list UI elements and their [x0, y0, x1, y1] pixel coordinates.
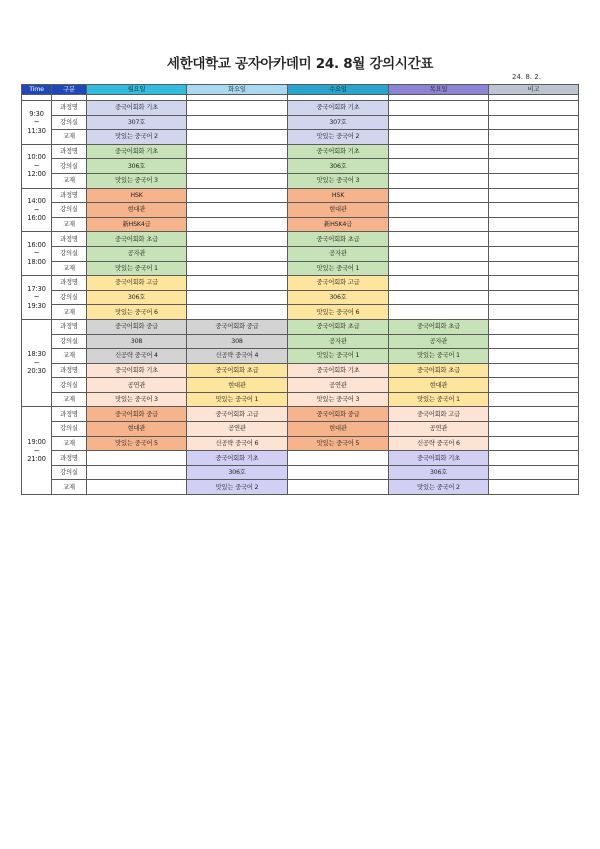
row-label-room: 강의실 [52, 203, 87, 218]
tue-course: 중국어회화 고급 [187, 407, 288, 422]
mon-course: 중국어회화 초급 [87, 232, 187, 247]
mon-book: 맛있는 중국어 5 [87, 436, 187, 451]
empty-cell [187, 232, 288, 247]
empty-cell [288, 480, 389, 495]
row-label-course: 과정명 [52, 144, 87, 159]
row-label-course: 과정명 [52, 319, 87, 334]
wed-course: 중국어회화 초급 [288, 319, 389, 334]
thu-book: 맛있는 중국어 1 [389, 349, 489, 364]
note-cell [489, 422, 579, 437]
table-row [22, 480, 579, 495]
wed-book: 맛있는 중국어 5 [288, 436, 389, 451]
empty-cell [389, 144, 489, 159]
row-label-course: 과정명 [52, 101, 87, 116]
empty-cell [187, 276, 288, 291]
wed-room: 공자관 [288, 334, 389, 349]
empty-cell [87, 480, 187, 495]
note-cell [489, 465, 579, 480]
time-slot-cell: 18:30 ~ 20:30 [22, 319, 52, 407]
empty-cell [389, 276, 489, 291]
header-monday: 월요일 [87, 85, 187, 95]
wed-room: 현대관 [288, 203, 389, 218]
wed-course: HSK [288, 188, 389, 203]
table-row [22, 217, 579, 232]
note-cell [489, 130, 579, 145]
table-row [22, 246, 579, 261]
header-category: 구분 [52, 85, 87, 95]
note-cell [489, 246, 579, 261]
note-cell [489, 188, 579, 203]
empty-cell [187, 305, 288, 320]
mon-course: 중국어회화 고급 [87, 276, 187, 291]
note-cell [489, 217, 579, 232]
empty-cell [389, 173, 489, 188]
empty-cell [187, 203, 288, 218]
mon-course: 중국어회화 기초 [87, 363, 187, 378]
row-label-book: 교재 [52, 349, 87, 364]
empty-cell [288, 451, 389, 466]
tue-room: 308 [187, 334, 288, 349]
table-row [22, 392, 579, 407]
wed-course: 중국어회화 초급 [288, 232, 389, 247]
row-label-room: 강의실 [52, 115, 87, 130]
table-row [22, 422, 579, 437]
empty-cell [187, 130, 288, 145]
note-cell [489, 232, 579, 247]
note-cell [489, 436, 579, 451]
mon-book: 맛있는 중국어 2 [87, 130, 187, 145]
mon-book: 新HSK4급 [87, 217, 187, 232]
mon-room: 현대관 [87, 422, 187, 437]
note-cell [489, 290, 579, 305]
wed-course: 중국어회화 고급 [288, 276, 389, 291]
mon-room: 307호 [87, 115, 187, 130]
thu-room: 306호 [389, 465, 489, 480]
page-title: 세한대학교 공자아카데미 24. 8월 강의시간표 [166, 56, 434, 72]
wed-book: 新HSK4급 [288, 217, 389, 232]
note-cell [489, 276, 579, 291]
wed-room: 306호 [288, 290, 389, 305]
mon-book: 맛있는 중국어 3 [87, 392, 187, 407]
thu-course: 중국어회화 초급 [389, 319, 489, 334]
row-label-room: 강의실 [52, 334, 87, 349]
mon-course: 중국어회화 기초 [87, 144, 187, 159]
note-cell [489, 407, 579, 422]
header-row [22, 85, 579, 95]
empty-cell [187, 159, 288, 174]
wed-book: 맛있는 중국어 1 [288, 261, 389, 276]
note-cell [489, 480, 579, 495]
tue-course: 중국어회화 초급 [187, 363, 288, 378]
header-tuesday: 화요일 [187, 85, 288, 95]
row-label-book: 교재 [52, 173, 87, 188]
table-row [22, 407, 579, 422]
row-label-course: 과정명 [52, 188, 87, 203]
tue-book: 맛있는 중국어 1 [187, 392, 288, 407]
empty-cell [389, 261, 489, 276]
wed-course: 중국어회화 중급 [288, 407, 389, 422]
row-label-course: 과정명 [52, 276, 87, 291]
wed-room: 현대관 [288, 422, 389, 437]
empty-cell [389, 217, 489, 232]
wed-book: 맛있는 중국어 3 [288, 392, 389, 407]
thu-room: 공연관 [389, 422, 489, 437]
empty-cell [389, 305, 489, 320]
thu-course: 중국어회화 기초 [389, 451, 489, 466]
note-cell [489, 392, 579, 407]
row-label-course: 과정명 [52, 363, 87, 378]
thu-book: 신공략 중국어 6 [389, 436, 489, 451]
row-label-course: 과정명 [52, 407, 87, 422]
wed-course: 중국어회화 기초 [288, 144, 389, 159]
mon-room: 306호 [87, 159, 187, 174]
wed-course: 중국어회화 기초 [288, 363, 389, 378]
table-row [22, 203, 579, 218]
thu-course: 중국어회화 고급 [389, 407, 489, 422]
time-slot-cell: 17:30 ~ 19:30 [22, 276, 52, 320]
row-label-book: 교재 [52, 480, 87, 495]
tue-book: 맛있는 중국어 2 [187, 480, 288, 495]
tue-room: 현대관 [187, 378, 288, 393]
table-row [22, 465, 579, 480]
tue-course: 중국어회화 기초 [187, 451, 288, 466]
row-label-book: 교재 [52, 305, 87, 320]
mon-room: 공자관 [87, 246, 187, 261]
table-row [22, 363, 579, 378]
row-label-book: 교재 [52, 217, 87, 232]
note-cell [489, 144, 579, 159]
table-row [22, 305, 579, 320]
table-row [22, 130, 579, 145]
note-cell [489, 115, 579, 130]
tue-room: 306호 [187, 465, 288, 480]
empty-cell [187, 217, 288, 232]
empty-cell [187, 144, 288, 159]
wed-room: 307호 [288, 115, 389, 130]
table-row [22, 290, 579, 305]
time-slot-cell: 16:00 ~ 18:00 [22, 232, 52, 276]
note-cell [489, 319, 579, 334]
note-cell [489, 261, 579, 276]
table-row [22, 276, 579, 291]
empty-cell [187, 246, 288, 261]
wed-book: 맛있는 중국어 6 [288, 305, 389, 320]
wed-book: 맛있는 중국어 2 [288, 130, 389, 145]
time-slot-cell: 14:00 ~ 16:00 [22, 188, 52, 232]
empty-cell [389, 159, 489, 174]
tue-book: 신공략 중국어 4 [187, 349, 288, 364]
row-label-book: 교재 [52, 261, 87, 276]
wed-room: 공자관 [288, 246, 389, 261]
empty-cell [187, 261, 288, 276]
mon-course: 중국어회화 중급 [87, 319, 187, 334]
empty-cell [187, 290, 288, 305]
time-slot-cell: 19:00 ~ 21:00 [22, 407, 52, 495]
empty-cell [187, 188, 288, 203]
row-label-book: 교재 [52, 392, 87, 407]
row-label-book: 교재 [52, 130, 87, 145]
table-row [22, 101, 579, 116]
empty-cell [389, 290, 489, 305]
header-thursday: 목요일 [389, 85, 489, 95]
mon-room: 306호 [87, 290, 187, 305]
empty-cell [389, 246, 489, 261]
note-cell [489, 363, 579, 378]
table-row [22, 173, 579, 188]
wed-book: 맛있는 중국어 3 [288, 173, 389, 188]
empty-cell [389, 130, 489, 145]
empty-cell [288, 465, 389, 480]
table-row [22, 115, 579, 130]
thu-room: 공자관 [389, 334, 489, 349]
thu-course: 중국어회화 초급 [389, 363, 489, 378]
note-cell [489, 159, 579, 174]
table-row [22, 436, 579, 451]
row-label-book: 교재 [52, 436, 87, 451]
mon-room: 308 [87, 334, 187, 349]
note-cell [489, 451, 579, 466]
mon-course: HSK [87, 188, 187, 203]
tue-course: 중국어회화 중급 [187, 319, 288, 334]
wed-course: 중국어회화 기초 [288, 101, 389, 116]
row-label-room: 강의실 [52, 159, 87, 174]
table-row [22, 451, 579, 466]
note-cell [489, 334, 579, 349]
note-cell [489, 378, 579, 393]
mon-book: 신공략 중국어 4 [87, 349, 187, 364]
mon-room: 공연관 [87, 378, 187, 393]
note-cell [489, 173, 579, 188]
time-slot-cell: 9:30 ~ 11:30 [22, 101, 52, 145]
empty-cell [389, 188, 489, 203]
mon-book: 맛있는 중국어 3 [87, 173, 187, 188]
mon-course: 중국어회화 중급 [87, 407, 187, 422]
table-row [22, 188, 579, 203]
table-row [22, 334, 579, 349]
empty-cell [389, 232, 489, 247]
wed-room: 306호 [288, 159, 389, 174]
mon-room: 현대관 [87, 203, 187, 218]
note-cell [489, 203, 579, 218]
tue-room: 공연관 [187, 422, 288, 437]
time-slot-cell: 10:00 ~ 12:00 [22, 144, 52, 188]
thu-book: 맛있는 중국어 2 [389, 480, 489, 495]
table-row [22, 349, 579, 364]
empty-cell [389, 203, 489, 218]
mon-book: 맛있는 중국어 6 [87, 305, 187, 320]
table-row [22, 232, 579, 247]
header-note: 비고 [489, 85, 579, 95]
thu-room: 현대관 [389, 378, 489, 393]
table-row [22, 319, 579, 334]
row-label-room: 강의실 [52, 290, 87, 305]
row-label-course: 과정명 [52, 232, 87, 247]
empty-cell [187, 101, 288, 116]
row-label-course: 과정명 [52, 451, 87, 466]
wed-room: 공연관 [288, 378, 389, 393]
table-row [22, 378, 579, 393]
empty-cell [187, 173, 288, 188]
note-cell [489, 101, 579, 116]
header-time: Time [22, 85, 52, 95]
note-cell [489, 349, 579, 364]
schedule-table [21, 84, 579, 495]
empty-cell [389, 115, 489, 130]
note-cell [489, 305, 579, 320]
row-label-room: 강의실 [52, 246, 87, 261]
empty-cell [187, 115, 288, 130]
empty-cell [87, 451, 187, 466]
mon-book: 맛있는 중국어 1 [87, 261, 187, 276]
row-label-room: 강의실 [52, 422, 87, 437]
table-row [22, 261, 579, 276]
thu-book: 맛있는 중국어 1 [389, 392, 489, 407]
empty-cell [87, 465, 187, 480]
table-row [22, 144, 579, 159]
tue-book: 신공략 중국어 6 [187, 436, 288, 451]
issue-date: 24. 8. 2. [512, 73, 541, 81]
row-label-room: 강의실 [52, 378, 87, 393]
empty-cell [389, 101, 489, 116]
wed-book: 맛있는 중국어 1 [288, 349, 389, 364]
mon-course: 중국어회화 기초 [87, 101, 187, 116]
header-wednesday: 수요일 [288, 85, 389, 95]
row-label-room: 강의실 [52, 465, 87, 480]
table-row [22, 159, 579, 174]
